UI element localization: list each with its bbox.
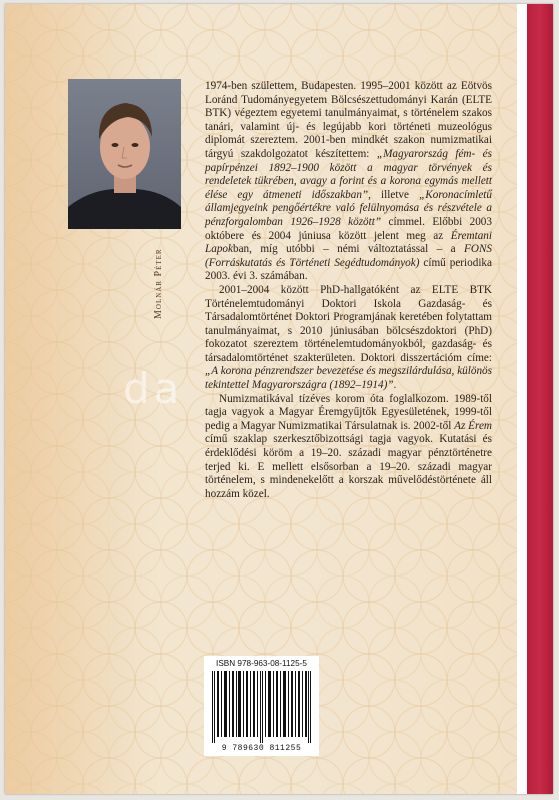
bio-paragraph-1: 1974-ben születtem, Budapesten. 1995–2001 között az Eötvös Loránd Tudományegyetem Bölcsészettudományi Karán (ELTE BTK) végeztem egyetemi tanulmányaimat, s történelem szakos tanári, valamint új- és legújabb kori történeti muzeológus diplomát szereztem. 2001-ben mindkét szakon numizmatikai tárgyú szakdolgozatot készítettem: „Magyarország fém- és papírpénzei 1892–1900 között a magyar törvények és rendeletek tükrében, avagy a forint és a korona egymás mellett élése egy átmeneti időszakban”, illetve „Koronacímletű államjegyeink pengőértékre való felülnyomása és részvétele a pénzforgalomban 1926–1928 között” címmel. Előbbi 2003 októbere és 2004 júniusa között jelent meg az Éremtani Lapokban, míg utóbbi – némi változtatással – a FONS (Forráskutatás és Történeti Segédtudományok) című periodika 2003. évi 3. számában. — [205, 80, 492, 283]
spine-white-stripe — [517, 4, 527, 794]
isbn-barcode-box — [204, 656, 319, 756]
barcode-icon — [210, 671, 313, 743]
author-name-vertical: Molnár Péter — [153, 248, 164, 319]
spine-red-band — [527, 4, 553, 794]
barcode-digits: 9 789630 811255 — [221, 744, 302, 753]
bio-paragraph-3: Numizmatikával tízéves korom óta foglalkozom. 1989-től tagja vagyok a Magyar Éremgyűjtők Egyesületének, 1999-től pedig a Magyar Numizmatikai Társulatnak is. 2002-től Az Érem című szaklap szerkesztőbizottsági tagja vagyok. Kutatási és érdeklődési köröm a 19–20. századi magyar pénztörténetre terjed ki. E mellett elsősorban a 19–20. századi magyar történelem, s mindenekelőtt a korszak művelődéstörténete áll hozzám közel. — [205, 392, 493, 500]
author-photo — [68, 79, 181, 229]
book-back-cover — [5, 4, 553, 794]
isbn-label: ISBN 978-963-08-1125-5 — [216, 659, 307, 668]
bio-paragraph-2: 2001–2004 között PhD-hallgatóként az ELTE BTK Történelemtudományi Doktori Iskola Gazdaság- és Társadalomtörténet Doktori Programjának keretében folytattam tanulmányaimat, s 2010 júniusában bölcsészdoktori (PhD) fokozatot szereztem történelemtudományokból, gazdaság- és társadalomtörténet szakterületen. Doktori disszertációm címe: „A korona pénzrendszer bevezetése és megszilárdulása, különös tekintettel Magyarországra (1892–1914)”. — [205, 283, 492, 392]
watermark-text: da — [123, 364, 184, 413]
author-bio — [205, 80, 492, 501]
